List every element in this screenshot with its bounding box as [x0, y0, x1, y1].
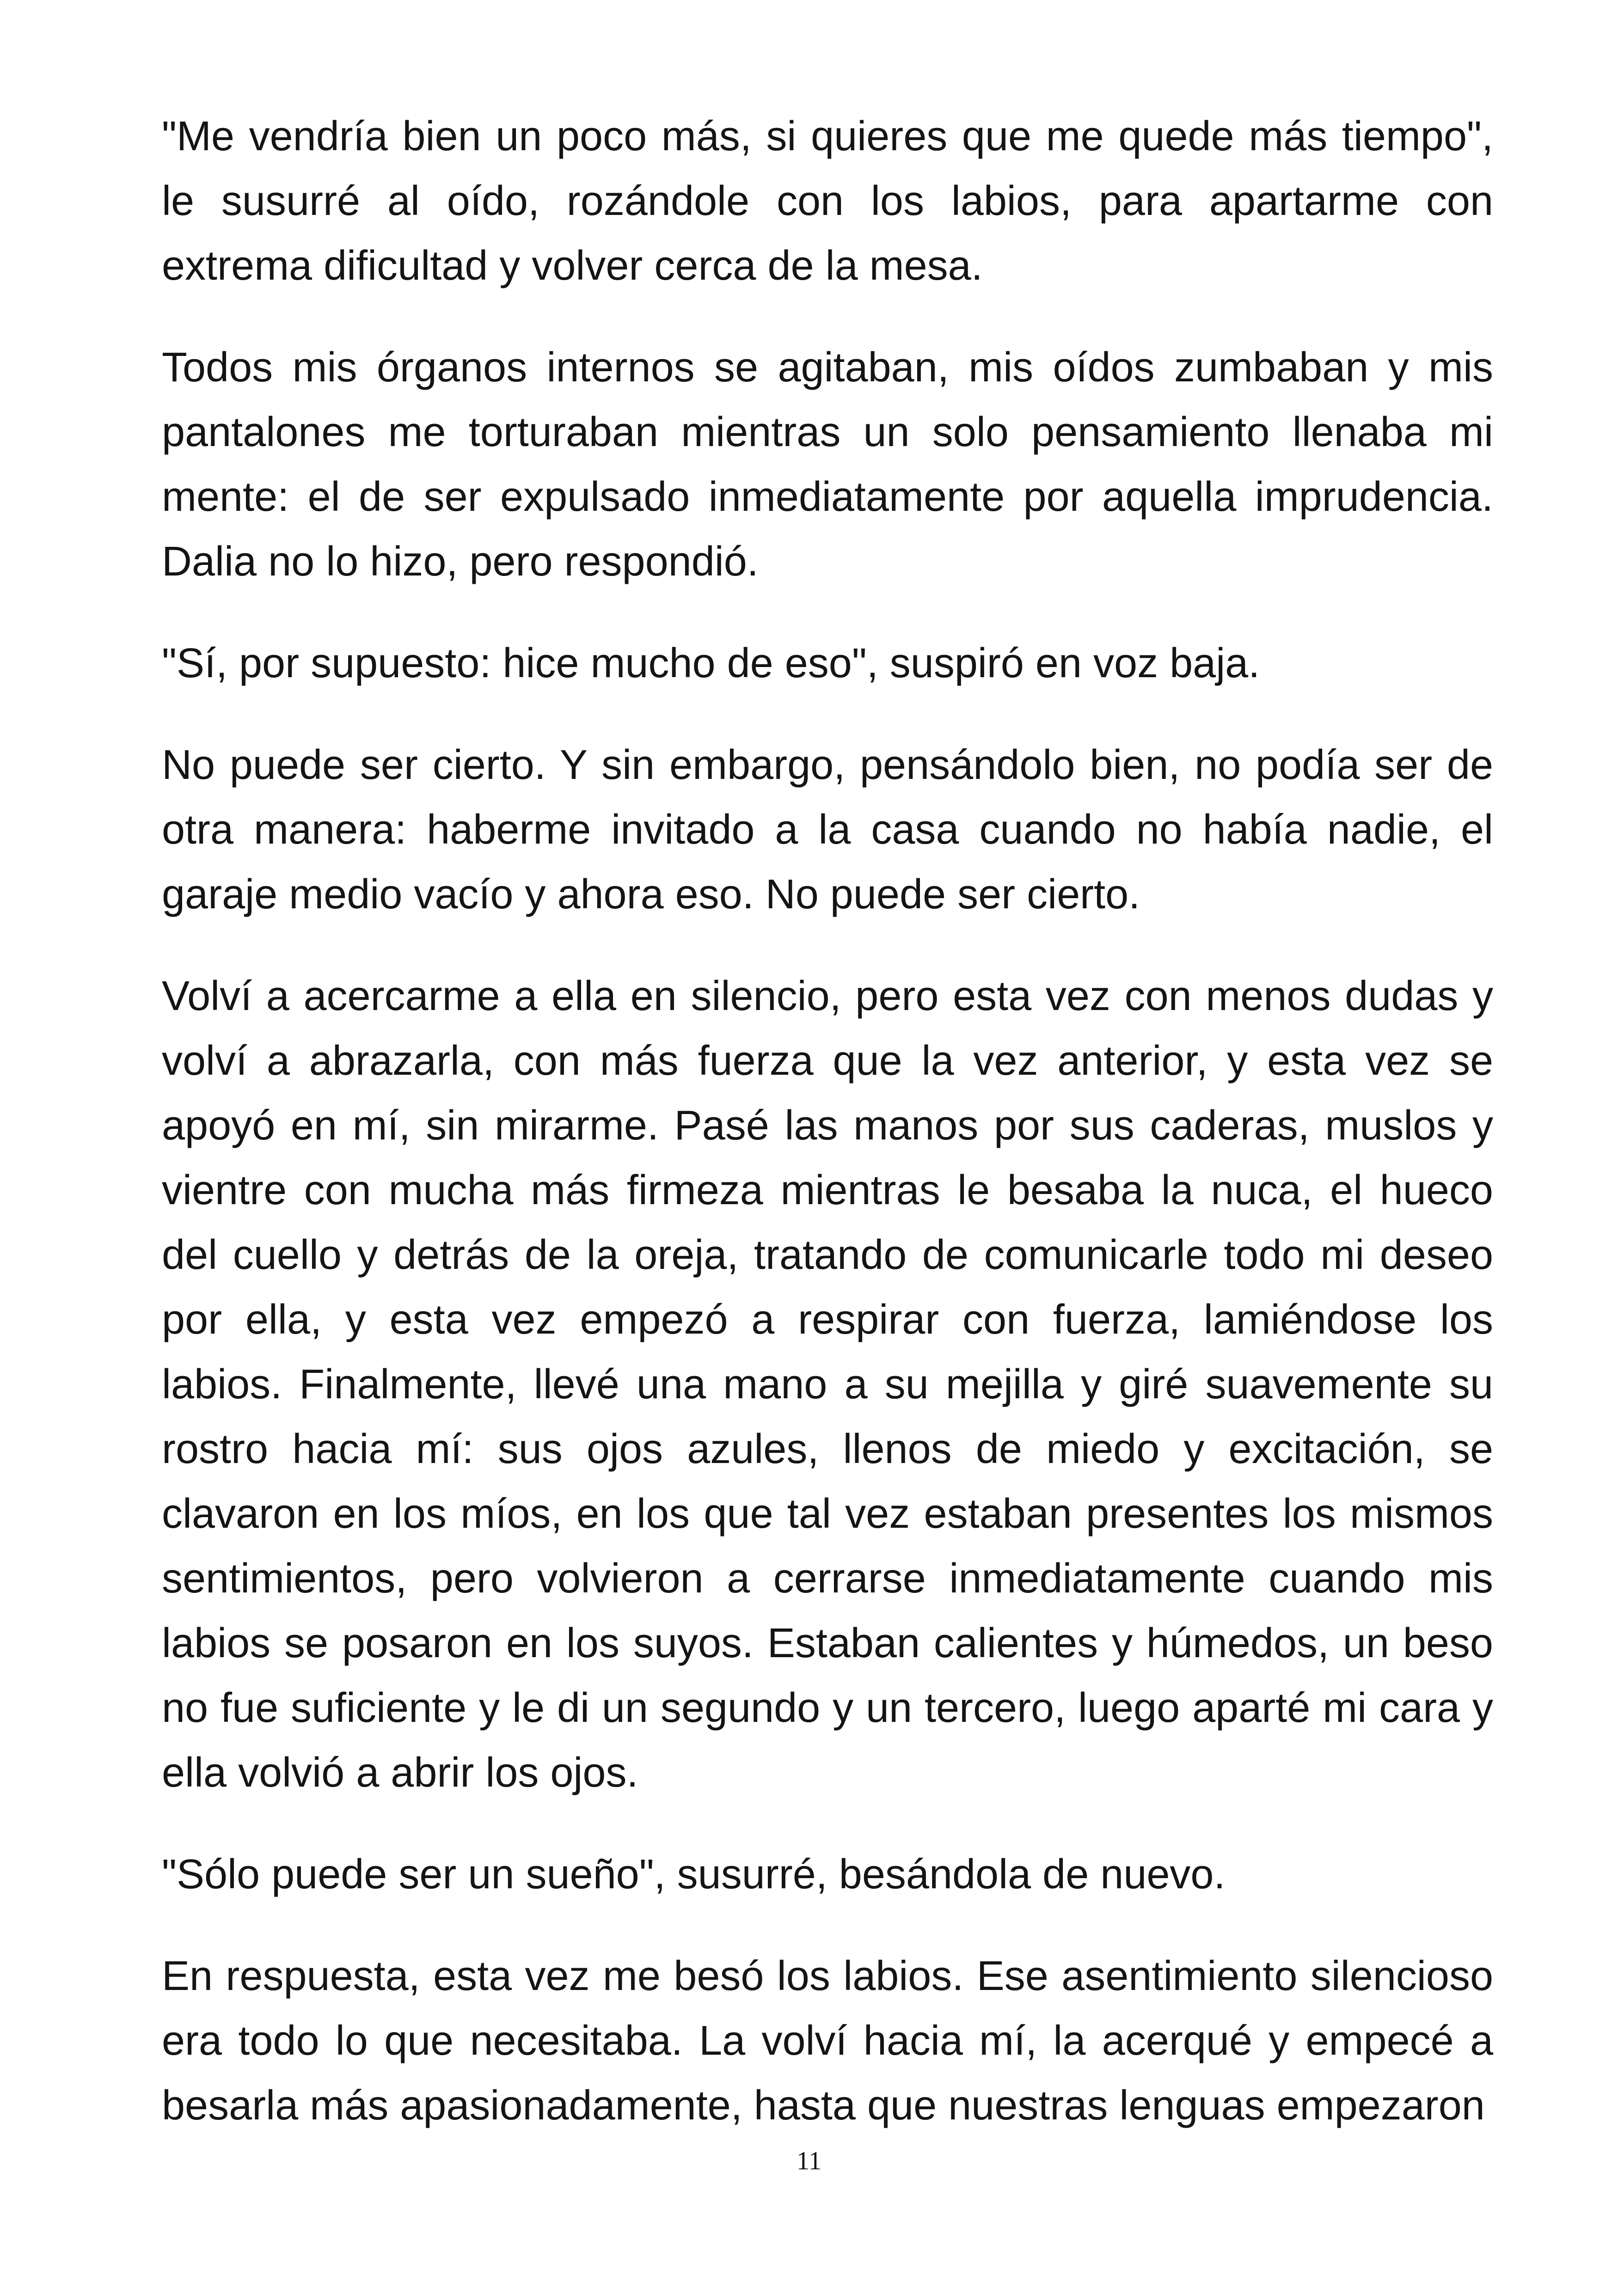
- paragraph-7: En respuesta, esta vez me besó los labios. Ese asentimiento silencioso era todo lo que necesitaba. La volví hacia mí, la acerqué y empecé a besarla más apasionadamente, hasta que nuestras lenguas empezaron: [162, 1953, 1493, 2129]
- page-number: 11: [797, 2147, 821, 2175]
- paragraph-6: "Sólo puede ser un sueño", susurré, besándola de nuevo.: [162, 1851, 1226, 1898]
- body-text: [162, 104, 1493, 2138]
- paragraph-4: No puede ser cierto. Y sin embargo, pensándolo bien, no podía ser de otra manera: haberme invitado a la casa cuando no había nadie, el garaje medio vacío y ahora eso. No puede ser cierto.: [162, 742, 1493, 918]
- paragraph-5: Volví a acercarme a ella en silencio, pero esta vez con menos dudas y volví a abrazarla, con más fuerza que la vez anterior, y esta vez se apoyó en mí, sin mirarme. Pasé las manos por sus caderas, muslos y vientre con mucha más firmeza mientras le besaba la nuca, el hueco del cuello y detrás de la oreja, tratando de comunicarle todo mi deseo por ella, y esta vez empezó a respirar con fuerza, lamiéndose los labios. Finalmente, llevé una mano a su mejilla y giré suavemente su rostro hacia mí: sus ojos azules, llenos de miedo y excitación, se clavaron en los míos, en los que tal vez estaban presentes los mismos sentimientos, pero volvieron a cerrarse inmediatamente cuando mis labios se posaron en los suyos. Estaban calientes y húmedos, un beso no fue suficiente y le di un segundo y un tercero, luego aparté mi cara y ella volvió a abrir los ojos.: [162, 973, 1493, 1796]
- paragraph-2: Todos mis órganos internos se agitaban, mis oídos zumbaban y mis pantalones me torturaban mientras un solo pensamiento llenaba mi mente: el de ser expulsado inmediatamente por aquella imprudencia. Dalia no lo hizo, pero respondió.: [162, 344, 1493, 585]
- paragraph-3: "Sí, por supuesto: hice mucho de eso", suspiró en voz baja.: [162, 640, 1260, 686]
- paragraph-1: "Me vendría bien un poco más, si quieres que me quede más tiempo", le susurré al oído, rozándole con los labios, para apartarme con extrema dificultad y volver cerca de la mesa.: [162, 113, 1493, 289]
